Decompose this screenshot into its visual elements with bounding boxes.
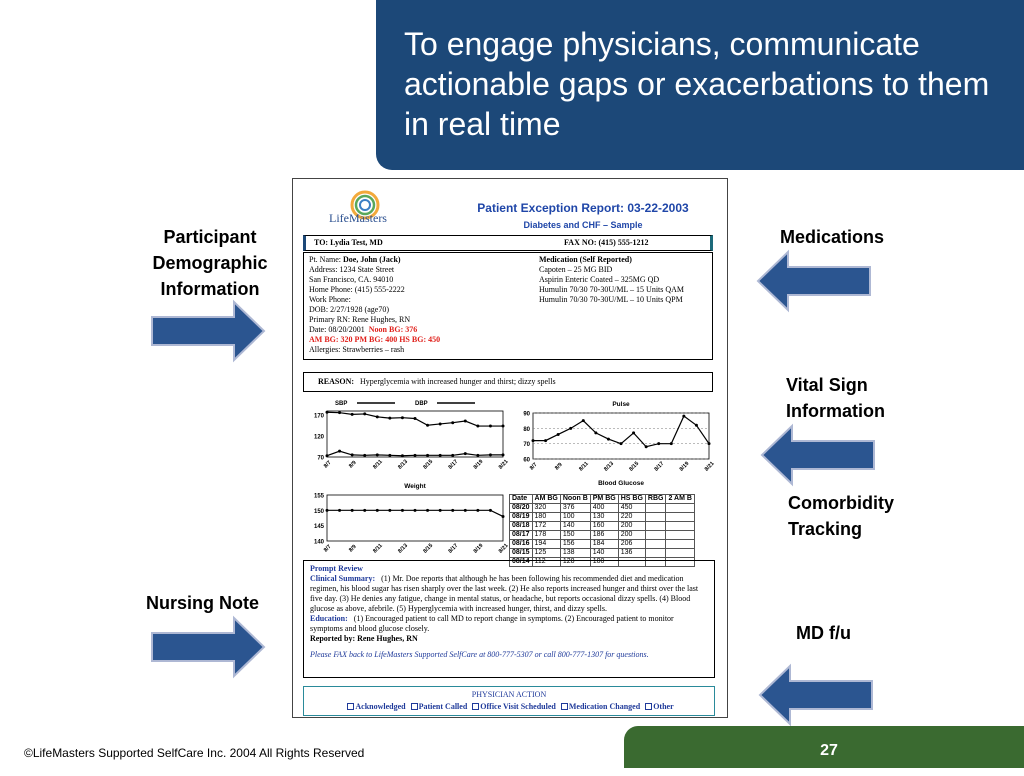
data-point: [557, 433, 560, 436]
data-point: [338, 411, 341, 414]
action-label: Other: [653, 702, 674, 711]
data-point: [695, 424, 698, 427]
blood-glucose-table: [509, 494, 695, 567]
x-tick-label: 8/13: [397, 458, 410, 471]
data-point: [489, 509, 492, 512]
vital-sign-label: [786, 372, 885, 424]
data-point: [326, 454, 329, 457]
patient-allergies: Allergies: Strawberries – rash: [309, 345, 405, 354]
data-point: [607, 438, 610, 441]
office-visit-checkbox[interactable]: [472, 703, 479, 710]
table-cell: 156: [560, 540, 590, 549]
table-cell: [645, 504, 666, 513]
y-tick-label: 145: [313, 524, 324, 531]
table-cell: 178: [532, 531, 560, 540]
data-point: [476, 509, 479, 512]
plot-frame: [327, 495, 503, 541]
data-point: [351, 453, 354, 456]
table-cell: [645, 549, 666, 558]
chart-title: Pulse: [612, 401, 630, 408]
bg-readings: AM BG: 320 PM BG: 400 HS BG: 450: [309, 335, 441, 344]
medications-label: Medications: [780, 227, 885, 247]
data-point: [489, 453, 492, 456]
table-cell: 184: [590, 540, 618, 549]
data-point: [464, 452, 467, 455]
pulse-chart: [507, 397, 717, 487]
table-cell: 450: [618, 504, 645, 513]
x-axis-label: Blood Glucose: [598, 480, 644, 487]
prompt-review: Prompt Review: [310, 564, 363, 573]
data-point: [502, 515, 505, 518]
data-point: [414, 417, 417, 420]
patient-work-phone: Work Phone:: [309, 295, 351, 304]
slide-title: To engage physicians, communicate actionable gaps or exacerbations to them in real time: [376, 0, 1024, 170]
x-tick-label: 8/7: [322, 543, 333, 554]
data-point: [401, 454, 404, 457]
table-cell: 186: [590, 531, 618, 540]
clinical-summary-label: Clinical Summary:: [310, 574, 376, 583]
column-header: Date: [510, 495, 533, 504]
label-line: Comorbidity: [788, 493, 894, 513]
data-point: [544, 439, 547, 442]
data-point: [451, 421, 454, 424]
data-point: [414, 454, 417, 457]
patient-name: Doe, John (Jack): [343, 255, 401, 264]
x-tick-label: 8/17: [447, 458, 460, 471]
x-tick-label: 8/13: [603, 460, 616, 473]
table-cell: 140: [590, 549, 618, 558]
table-cell: [666, 549, 694, 558]
patient-address: Address: 1234 State Street: [309, 265, 395, 274]
label-line: Tracking: [788, 519, 863, 539]
data-point: [426, 454, 429, 457]
data-point: [351, 509, 354, 512]
table-cell: 172: [532, 522, 560, 531]
data-point: [388, 509, 391, 512]
medication-item: Capoten – 25 MG BID: [539, 265, 613, 274]
data-point: [476, 425, 479, 428]
table-cell: 08/20: [510, 504, 533, 513]
bp-chart: [301, 397, 510, 477]
data-point: [451, 454, 454, 457]
medication-item: Aspirin Enteric Coated – 325MG QD: [539, 275, 660, 284]
table-cell: 200: [618, 531, 645, 540]
data-point: [351, 413, 354, 416]
data-point: [426, 509, 429, 512]
x-tick-label: 8/21: [497, 458, 510, 471]
copyright-footer: ©LifeMasters Supported SelfCare Inc. 2004 All Rights Reserved: [24, 746, 365, 760]
data-point: [451, 509, 454, 512]
data-point: [414, 509, 417, 512]
column-header: AM BG: [532, 495, 560, 504]
patient-called-checkbox[interactable]: [411, 703, 418, 710]
label-line: Vital Sign: [786, 375, 868, 395]
arrow-left-icon: [758, 664, 874, 726]
table-cell: 08/19: [510, 513, 533, 522]
y-tick-label: 70: [523, 442, 530, 449]
table-cell: 125: [532, 549, 560, 558]
data-point: [439, 422, 442, 425]
table-cell: [645, 540, 666, 549]
data-point: [376, 453, 379, 456]
clinical-summary-text: (1) Mr. Doe reports that although he has been following his recommended diet and medication regimen, his blood sugar has risen sharply over the last week. (2) He also reports increased hunger and thirst over the last five day. (3) He denies any fatigue, change in mental status, or headache, but reports occasional dizzy spells. (4) Blood glucose as above, afebrile. (5) Hyperglycemia with increased hunger, thirst, and dizzy spells.: [310, 574, 699, 613]
acknowledged-checkbox[interactable]: [347, 703, 354, 710]
table-cell: [666, 522, 694, 531]
table-cell: [645, 531, 666, 540]
column-header: 2 AM B: [666, 495, 694, 504]
table-cell: 194: [532, 540, 560, 549]
table-row: [510, 540, 695, 549]
action-label: Patient Called: [418, 702, 468, 711]
x-tick-label: 8/13: [397, 542, 410, 555]
table-cell: 130: [590, 513, 618, 522]
data-point: [363, 454, 366, 457]
y-tick-label: 80: [523, 426, 530, 433]
data-point: [464, 509, 467, 512]
data-point: [645, 445, 648, 448]
table-cell: [645, 513, 666, 522]
patient-city: San Francisco, CA. 94010: [309, 275, 394, 284]
data-point: [401, 416, 404, 419]
y-tick-label: 140: [313, 539, 324, 546]
data-point: [532, 439, 535, 442]
table-cell: 128: [560, 558, 590, 567]
nursing-note-label: Nursing Note: [146, 593, 260, 613]
table-cell: 08/15: [510, 549, 533, 558]
data-point: [502, 425, 505, 428]
x-tick-label: 8/7: [528, 461, 539, 472]
y-tick-label: 150: [313, 508, 324, 515]
table-cell: 400: [590, 504, 618, 513]
y-tick-label: 90: [523, 411, 530, 418]
table-row: [510, 522, 695, 531]
column-header: PM BG: [590, 495, 618, 504]
data-point: [632, 431, 635, 434]
to-bar: [303, 235, 713, 251]
education-label: Education:: [310, 614, 348, 623]
data-point: [326, 411, 329, 414]
patient-details: [309, 255, 519, 355]
x-tick-label: 8/19: [678, 460, 691, 473]
table-cell: 08/16: [510, 540, 533, 549]
data-point: [620, 442, 623, 445]
clinical-summary: [310, 574, 708, 614]
reason-label: REASON:: [318, 377, 355, 386]
data-point: [476, 454, 479, 457]
medication-changed-checkbox[interactable]: [561, 703, 568, 710]
reason-box: [303, 372, 713, 392]
reason-text: Hyperglycemia with increased hunger and thirst; dizzy spells: [360, 377, 556, 386]
table-cell: 150: [560, 531, 590, 540]
label-line: Participant: [163, 227, 257, 247]
table-cell: [666, 540, 694, 549]
action-label: Office Visit Scheduled: [480, 702, 556, 711]
data-point: [569, 427, 572, 430]
data-point: [401, 509, 404, 512]
table-row: [510, 531, 695, 540]
patient-name-label: Pt. Name:: [309, 255, 343, 264]
data-point: [326, 509, 329, 512]
x-tick-label: 8/9: [554, 461, 564, 472]
table-cell: [666, 504, 694, 513]
x-tick-label: 8/9: [348, 543, 358, 554]
x-tick-label: 8/11: [578, 460, 590, 473]
to-recipient: TO: Lydia Test, MD: [314, 238, 383, 247]
fax-number: FAX NO: (415) 555-1212: [564, 238, 649, 247]
table-cell: 140: [560, 522, 590, 531]
patient-primary-rn: Primary RN: Rene Hughes, RN: [309, 315, 411, 324]
x-tick-label: 8/11: [372, 458, 384, 471]
x-tick-label: 8/19: [472, 542, 485, 555]
table-cell: 112: [532, 558, 560, 567]
physician-action-box: [303, 686, 715, 716]
y-tick-label: 170: [313, 413, 324, 420]
patient-name-line: [309, 255, 519, 265]
patient-home-phone: Home Phone: (415) 555-2222: [309, 285, 405, 294]
medication-heading: Medication (Self Reported): [539, 255, 632, 264]
y-tick-label: 155: [313, 493, 324, 500]
data-point: [708, 442, 711, 445]
data-point: [376, 415, 379, 418]
other-checkbox[interactable]: [645, 703, 652, 710]
arrow-right-icon: [150, 616, 266, 678]
y-tick-label: 120: [313, 434, 324, 441]
table-cell: 206: [618, 540, 645, 549]
data-point: [439, 509, 442, 512]
table-row: [510, 504, 695, 513]
table-cell: 08/18: [510, 522, 533, 531]
participant-demographic-label: [140, 224, 280, 302]
table-cell: 180: [532, 513, 560, 522]
x-tick-label: 8/21: [703, 460, 716, 473]
arrow-left-icon: [760, 424, 876, 486]
arrow-left-icon: [756, 250, 872, 312]
series-line: [533, 416, 709, 447]
table-cell: 376: [560, 504, 590, 513]
legend-label: SBP: [335, 401, 348, 407]
data-point: [439, 454, 442, 457]
table-header-row: [510, 495, 695, 504]
patient-dob: DOB: 2/27/1928 (age70): [309, 305, 389, 314]
page-number: 27: [624, 726, 1024, 768]
data-point: [489, 425, 492, 428]
arrow-right-icon: [150, 300, 266, 362]
education-text: (1) Encouraged patient to call MD to report change in symptoms. (2) Encouraged patient to monitor symptoms and blood glucose closely.: [310, 614, 674, 633]
x-tick-label: 8/19: [472, 458, 485, 471]
x-tick-label: 8/11: [372, 542, 384, 555]
comorbidity-tracking-label: [788, 490, 894, 542]
table-cell: 100: [590, 558, 618, 567]
legend-label: DBP: [415, 401, 428, 407]
medication-item: Humulin 70/30 70-30U/ML – 15 Units QAM: [539, 285, 685, 294]
data-point: [388, 417, 391, 420]
x-tick-label: 8/21: [497, 542, 510, 555]
y-tick-label: 60: [523, 457, 530, 464]
chart-title: Weight: [404, 483, 426, 490]
report-subtitle: Diabetes and CHF – Sample: [523, 220, 643, 230]
noon-bg: Noon BG: 376: [368, 325, 418, 334]
y-tick-label: 70: [317, 455, 324, 462]
data-point: [388, 454, 391, 457]
table-cell: 08/14: [510, 558, 533, 567]
x-tick-label: 8/7: [322, 459, 333, 470]
column-header: Noon B: [560, 495, 590, 504]
table-cell: 320: [532, 504, 560, 513]
table-cell: 08/17: [510, 531, 533, 540]
weight-chart: [301, 479, 510, 561]
table-cell: 138: [560, 549, 590, 558]
x-tick-label: 8/9: [348, 459, 358, 470]
data-point: [594, 431, 597, 434]
action-label: Acknowledged: [355, 702, 406, 711]
data-point: [426, 424, 429, 427]
column-header: RBG: [645, 495, 666, 504]
action-label: Medication Changed: [568, 702, 641, 711]
reported-by: Reported by: Rene Hughes, RN: [310, 634, 418, 643]
medication-item: Humulin 70/30 70-30U/ML – 10 Units QPM: [539, 295, 683, 304]
data-point: [502, 453, 505, 456]
x-tick-label: 8/17: [447, 542, 460, 555]
table-cell: 136: [618, 549, 645, 558]
patient-date-line: [309, 325, 519, 335]
label-line: Information: [786, 401, 885, 421]
education: [310, 614, 708, 634]
data-point: [338, 509, 341, 512]
data-point: [376, 509, 379, 512]
table-row: [510, 549, 695, 558]
x-tick-label: 8/15: [628, 460, 641, 473]
data-point: [657, 442, 660, 445]
table-cell: 100: [560, 513, 590, 522]
data-point: [338, 450, 341, 453]
table-cell: 160: [590, 522, 618, 531]
physician-action-options: [304, 702, 714, 712]
data-point: [363, 509, 366, 512]
table-row: [510, 513, 695, 522]
medication-list: [539, 255, 719, 305]
logo-text: LifeMasters: [329, 211, 387, 225]
table-cell: [666, 513, 694, 522]
column-header: HS BG: [618, 495, 645, 504]
nursing-note-box: [303, 560, 715, 678]
data-point: [582, 419, 585, 422]
label-line: Information: [160, 279, 260, 299]
table-cell: [645, 522, 666, 531]
data-point: [670, 442, 673, 445]
table-cell: 220: [618, 513, 645, 522]
patient-exception-report: [292, 178, 728, 718]
data-point: [682, 415, 685, 418]
x-tick-label: 8/15: [422, 458, 435, 471]
data-point: [464, 420, 467, 423]
data-point: [363, 412, 366, 415]
x-tick-label: 8/15: [422, 542, 435, 555]
table-cell: 200: [618, 522, 645, 531]
label-line: Demographic: [152, 253, 268, 273]
report-title: Patient Exception Report: 03-22-2003: [477, 201, 689, 215]
physician-action-heading: PHYSICIAN ACTION: [471, 690, 547, 699]
x-tick-label: 8/17: [653, 460, 666, 473]
patient-date: Date: 08/20/2001: [309, 325, 365, 334]
md-followup-label: MD f/u: [796, 623, 851, 643]
fax-back-note: Please FAX back to LifeMasters Supported SelfCare at 800-777-5307 or call 800-777-1307 for questions.: [310, 650, 649, 659]
table-cell: [666, 531, 694, 540]
